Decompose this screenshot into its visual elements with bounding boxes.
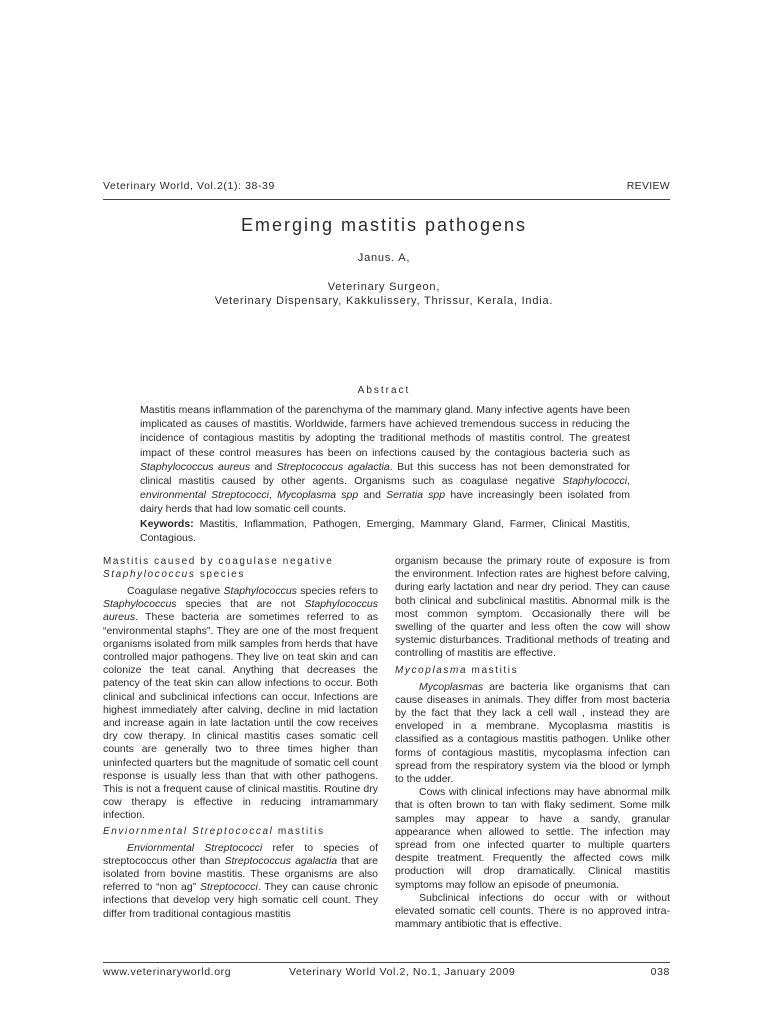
left-column — [103, 555, 378, 921]
abstract-italic: Staphylococci — [562, 475, 628, 488]
affiliation-line-1: Veterinary Surgeon, — [327, 281, 441, 293]
body-text: are bacteria like organisms that can cause diseases in animals. They differ from most bacteria by the fact that they lack a cell wall , instead they are enveloped in a membrane. Mycoplasma mastitis is classified as a contagious mastitis pathogen. Unlike other forms of contagious mastitis, mycoplasma infection can spread from the respiratory system via the blood or lymph to the udder. — [395, 680, 670, 786]
article-type: REVIEW — [626, 180, 670, 192]
running-header — [103, 180, 670, 196]
paragraph-cns — [103, 585, 378, 823]
body-italic: Staphylococcus — [103, 598, 177, 611]
section-heading-italic: Enviornmental Streptococcal — [103, 825, 274, 837]
footer-journal: Veterinary World Vol.2, No.1, January 2009 — [289, 966, 516, 978]
body-text: . They can cause chronic infections that develop very high somatic cell count. They differ from traditional contagious mastitis — [103, 881, 378, 920]
body-italic: Staphylococcus — [223, 585, 297, 597]
body-text: that are isolated from bovine mastitis. These organisms are also referred to “non ag” — [103, 854, 379, 894]
paragraph-continued: organism because the primary route of exposure is from the environment. Infection rates are highest before calving, during early lactation and near dry period. They can cause both clinical and subclinical mastitis. Abnormal milk is the most common symptom. Occasionally there will be swelling of the quarter and less often the cow will show systemic disturbances. Traditional methods of treating and controlling of mastitis are effective. — [395, 555, 670, 660]
body-italic: Staphylococcus aureus — [103, 598, 378, 624]
right-column — [395, 555, 670, 931]
paragraph-env-strep — [103, 842, 378, 921]
section-heading-italic: Staphylococcus — [103, 569, 196, 580]
abstract-italic: Streptococcus agalactia — [276, 460, 390, 473]
section-heading-text: mastitis — [273, 825, 325, 837]
running-footer — [103, 966, 670, 982]
abstract-text: , — [268, 489, 278, 502]
section-heading-mycoplasma — [395, 664, 670, 677]
abstract-text: have increasingly been isolated from dairy herds that had low somatic cell counts. — [140, 489, 630, 516]
paragraph-mycoplasma — [395, 681, 670, 787]
body-text: species that are not — [176, 598, 305, 611]
abstract-text: and — [358, 489, 387, 502]
keywords-list: Mastitis, Inflammation, Pathogen, Emerging, Mammary Gland, Farmer, Clinical Mastitis, Contagious. — [140, 517, 630, 544]
abstract-italic: Serratia spp — [386, 489, 446, 502]
body-text: . These bacteria are sometimes referred to as “environmental staphs”. They are one of the most frequent organisms isolated from milk samples from herds that have controlled major pathogens. They live on teat skin and can colonize the teat canal. Anything that decreases the patency of the teat skin can allow infections to occur. Both clinical and subclinical infections can occur. Infections are highest immediately after calving, decline in mid lactation and increase again in late lactation until the cow receives dry cow therapy. In clinical mastitis cases somatic cell counts are generally two to three times higher than uninfected quarters but the magnitude of somatic cell count response is usually less than that with other pathogens. This is not a frequent cause of clinical mastitis. Routine dry cow therapy is effective in reducing intramammary infection. — [103, 611, 378, 822]
abstract-text: and — [250, 460, 277, 473]
abstract-heading: Abstract — [357, 385, 411, 396]
body-text: refer to species of streptococcus other than — [103, 841, 379, 867]
affiliation-line-2: Veterinary Dispensary, Kakkulissery, Thrissur, Kerala, India. — [214, 295, 554, 307]
body-italic: Mycoplasmas — [419, 680, 484, 693]
website-url: www.veterinaryworld.org — [103, 966, 232, 978]
footer-rule — [103, 962, 670, 963]
affiliation — [0, 280, 768, 308]
section-heading-text: Mastitis caused by coagulase negative — [103, 556, 334, 567]
abstract-italic: Staphylococcus aureus — [140, 460, 251, 473]
body-italic: Streptococci — [200, 881, 258, 894]
section-heading-cns — [103, 555, 378, 581]
body-text: Coagulase negative — [127, 585, 224, 597]
abstract-text: . But this success has not been demonstrated for clinical mastitis caused by other agents. Organisms such as coagulase negative — [140, 460, 630, 488]
paragraph-subclinical: Subclinical infections do occur with or without elevated somatic cell counts. There is no approved intra-mammary antibiotic that is effective. — [395, 891, 670, 931]
paragraph-clinical: Cows with clinical infections may have abnormal milk that is often brown to tan with flaky sediment. Some milk samples may appear to have a sandy, granular appearance when allowed to settle. The infection may spread from one infected quarter to multiple quarters despite treatment. Frequently the affected cows milk production will drop dramatically. Clinical mastitis symptoms may follow an episode of pneumonia. — [395, 786, 670, 891]
header-rule — [103, 199, 670, 200]
page-number: 038 — [650, 966, 670, 978]
abstract-italic: environmental Streptococci — [140, 489, 269, 502]
abstract-italic: Mycoplasma spp — [277, 489, 359, 502]
paper-title: Emerging mastitis pathogens — [240, 215, 528, 235]
keywords-label: Keywords: — [140, 517, 194, 530]
body-italic: Enviornmental Streptococci — [127, 841, 263, 854]
abstract-text: , — [627, 475, 630, 488]
abstract-body — [140, 403, 630, 545]
abstract-text: Mastitis means inflammation of the parenchyma of the mammary gland. Many infective agents have been implicated as causes of mastitis. Worldwide, farmers have achieved tremendous success in reducing the incidence of contagious mastitis by adopting the traditional methods of mastitis control. The greatest impact of these control measures has been on infections caused by the contagious bacteria such as — [140, 404, 630, 459]
body-italic: Streptococcus agalactia — [224, 854, 338, 867]
section-heading-italic: Mycoplasma — [395, 664, 468, 676]
section-heading-env-strep — [103, 825, 378, 838]
body-text: species refers to — [296, 585, 378, 597]
author-name: Janus. A, — [357, 252, 411, 264]
section-heading-text: mastitis — [467, 664, 519, 676]
section-heading-text: species — [195, 569, 245, 580]
journal-citation: Veterinary World, Vol.2(1): 38-39 — [103, 180, 275, 192]
